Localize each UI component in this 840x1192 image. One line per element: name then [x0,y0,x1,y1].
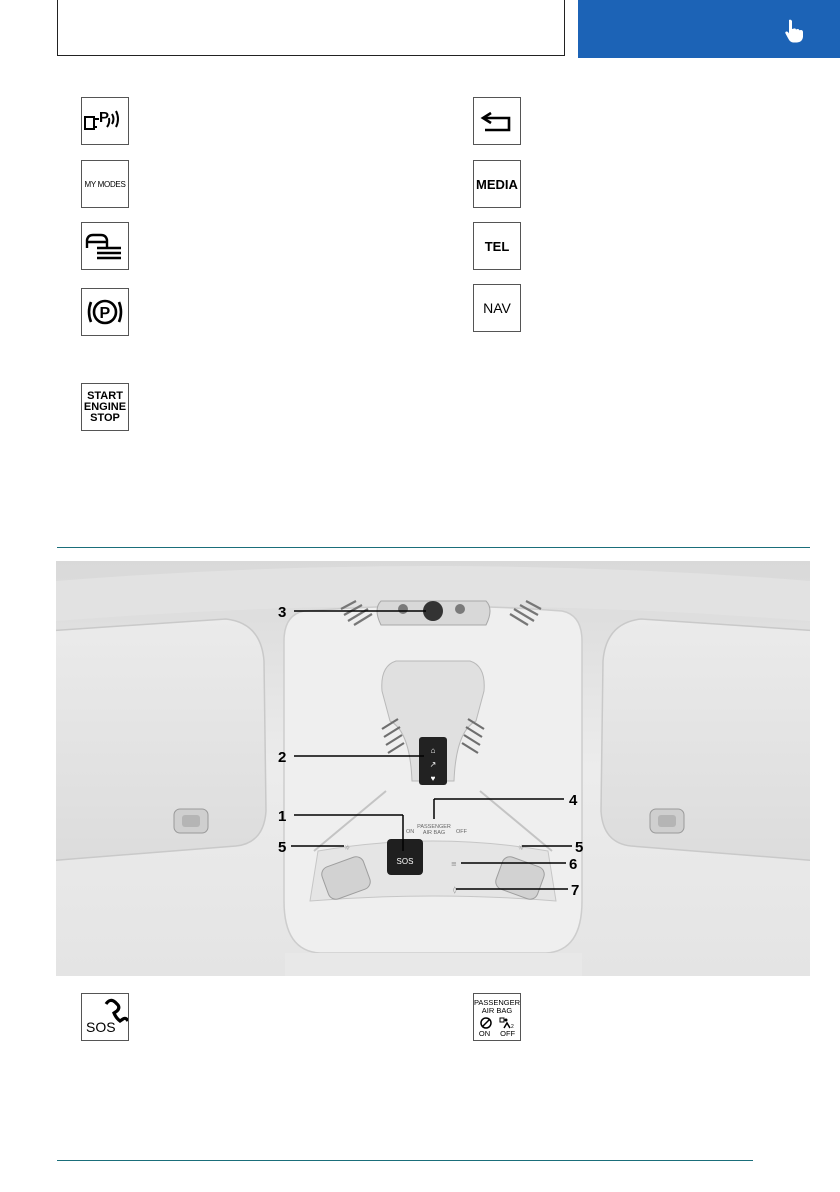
figure-sos-label: SOS [396,857,414,866]
pointing-hand-icon [781,18,807,44]
callout-7: 7 [571,882,580,899]
callout-5-left: 5 [278,839,287,856]
overhead-console-figure [56,561,810,976]
footer-divider [57,1160,753,1161]
airbag-on-label: ON [478,1028,491,1038]
airbag-sub-label: 2 [511,1023,514,1029]
media-label: MEDIA [476,176,518,192]
start-engine-stop-icon [81,383,129,431]
airbag-on-icon [479,1017,493,1029]
passenger-airbag-indicator-icon [473,993,521,1041]
airbag-title-line1: PASSENGER [473,997,521,1007]
svg-text:OFF: OFF [456,829,467,835]
tel-label: TEL [484,238,510,254]
park-distance-control-icon [81,97,129,145]
callout-2: 2 [278,749,287,766]
engine-label: ENGINE [83,400,127,413]
tel-button-icon [473,222,521,270]
airbag-off-icon [499,1017,515,1029]
svg-text:♥: ♥ [430,774,436,783]
svg-text:≡: ≡ [451,860,457,868]
media-button-icon [473,160,521,208]
parking-brake-icon [81,288,129,336]
back-arrow-icon [473,97,521,145]
callout-5-right: 5 [575,839,584,856]
airbag-off-label: OFF [500,1028,516,1038]
header-frame [57,0,565,56]
svg-text:☼: ☼ [518,844,525,852]
sos-button-icon [81,993,129,1041]
svg-text:ON: ON [406,829,415,835]
callout-3: 3 [278,604,287,621]
nav-button-icon [473,284,521,332]
sos-icon-label: SOS [86,1019,116,1035]
svg-text:P: P [99,109,110,126]
callout-4: 4 [569,792,578,809]
stop-label: STOP [90,411,120,424]
nav-label: NAV [483,300,511,316]
airbag-title-line2: AIR BAG [481,1005,513,1015]
svg-text:AIR BAG: AIR BAG [422,830,446,836]
section-divider [57,547,810,548]
svg-text:☼: ☼ [344,844,351,852]
svg-text:P: P [99,305,111,322]
svg-text:⌂: ⌂ [430,746,436,755]
svg-text:PASSENGER: PASSENGER [417,824,451,830]
callout-6: 6 [569,856,578,873]
start-label: START [87,389,123,402]
my-modes-label: MY MODES [84,179,126,189]
driver-assistance-icon [81,222,129,270]
svg-text:◊: ◊ [453,886,457,894]
callout-1: 1 [278,808,287,825]
my-modes-button-icon [81,160,129,208]
svg-text:↗: ↗ [429,760,437,769]
chapter-tab[interactable] [578,0,840,58]
